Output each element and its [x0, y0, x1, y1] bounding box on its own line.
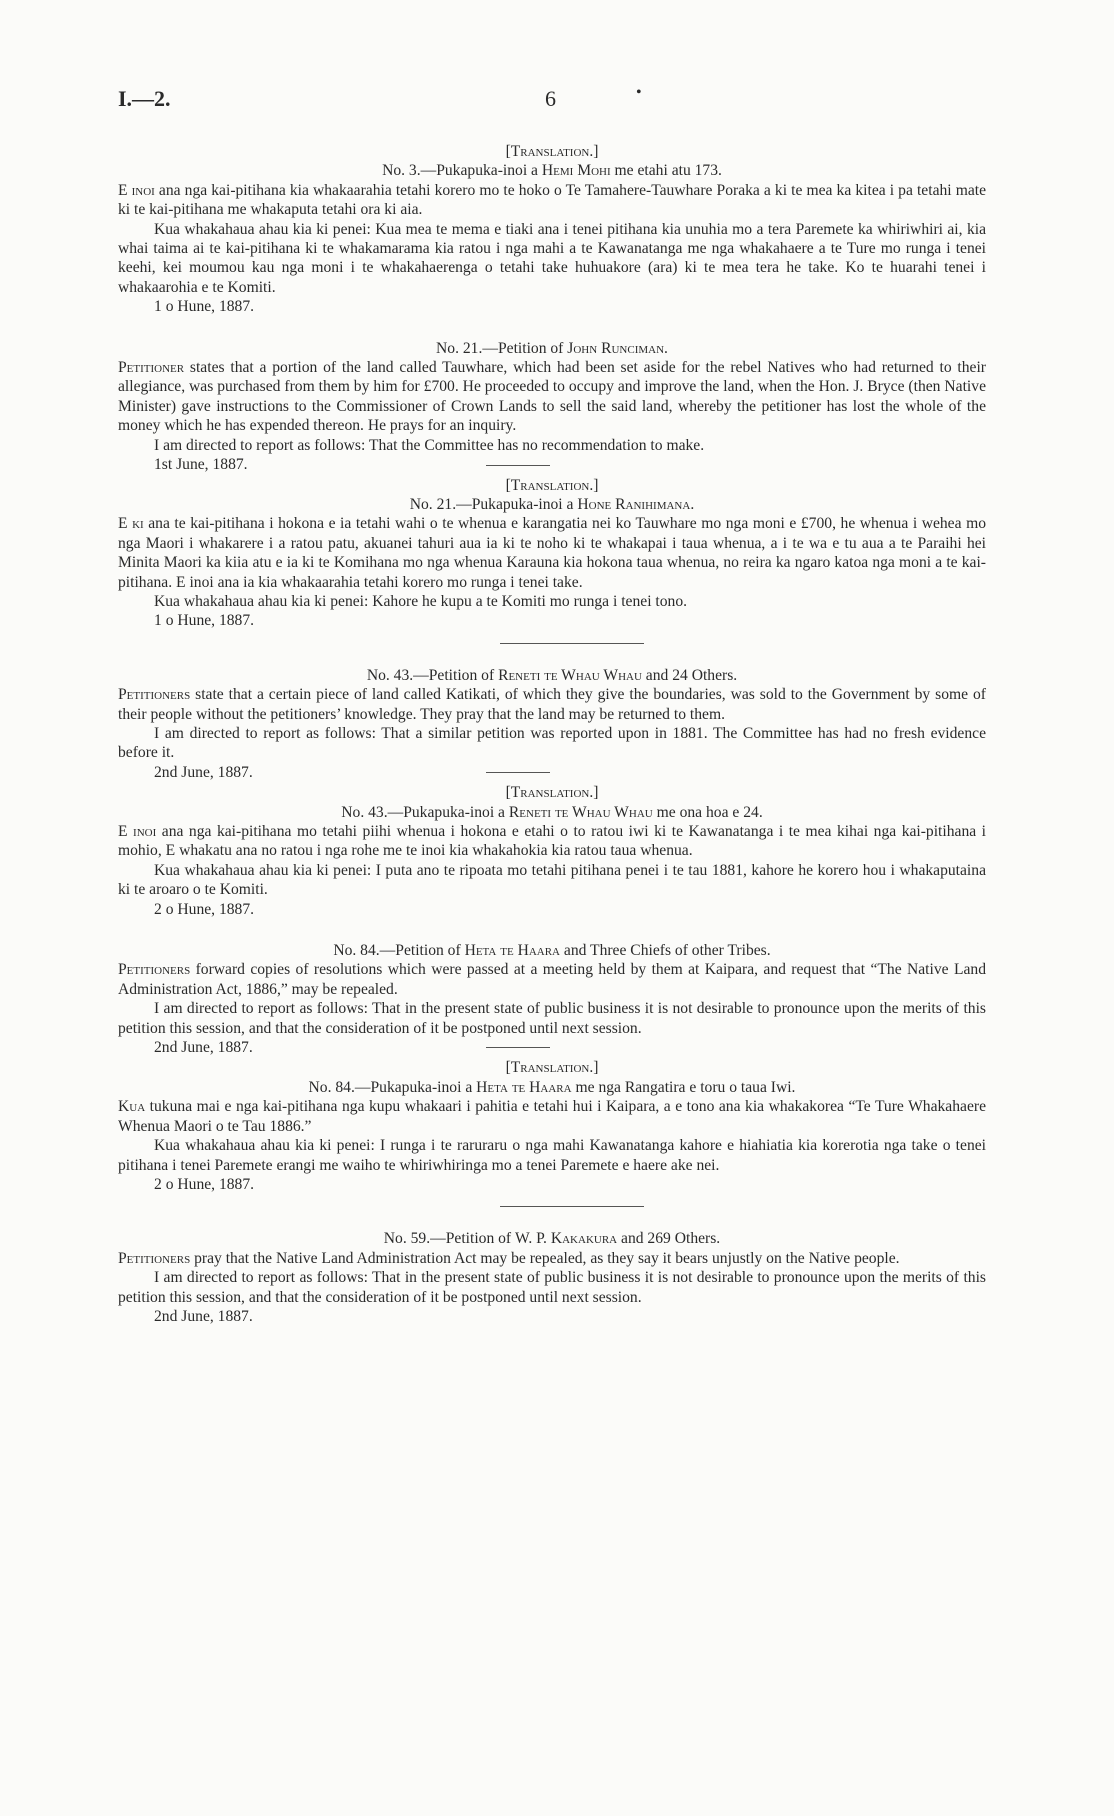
petition-summary: Petitioners forward copies of resolutions which were passed at a meeting held by them at Kaipara, and request that “The Native Land Administration Act, 1886,” may be repealed. [118, 961, 986, 998]
section-title: No. 21.—Pukapuka-inoi a Hone Ranihimana. [409, 495, 695, 513]
section-title: No. 43.—Pukapuka-inoi a Reneti te Whau Whau me ona hoa e 24. [341, 803, 763, 821]
report-date: 1 o Hune, 1887. [154, 612, 255, 630]
divider [486, 465, 550, 466]
section-petition-no84 [118, 941, 986, 1058]
translation-heading: [Translation.] [505, 143, 599, 160]
translation-heading: [Translation.] [505, 784, 599, 802]
petition-summary: Kua tukuna mai e nga kai-pitihana nga kupu whakaari i pahitia e tetahi hui i Kaipara, a e tono ana kia whakakorea “Te Ture Whakahaere Whenua Maori o te Tau 1886.” [118, 1098, 986, 1135]
page-header [0, 86, 1114, 126]
section-petition-no59 [118, 1229, 986, 1326]
report-date: 1st June, 1887. [154, 456, 248, 474]
divider [486, 772, 550, 773]
committee-report: Kua whakahaua ahau kia ki penei: Kua mea te mema e tiaki ana i tenei pitihana kia unuhia mo a tera Paremete ka whiriwhiri ai, kia whai taima ai te kai-pitihana ki te whakamarama kia ratou i nga mahi a te Kawanatanga me nga whakahaere a te Ture mo runga i tenei keehi, kei moumou kau nga moni i te whakahaerenga o tetahi take huhuakore (ara) ki te mea tera he take. Ko te huarahi tenei i whakaarohia e te Komiti. [118, 220, 986, 296]
divider [500, 643, 644, 644]
committee-report: Kua whakahaua ahau kia ki penei: I runga i te raruraru o nga mahi Kawanatanga kahore e hiahiatia kia korerotia nga take o tenei pitihana i tenei Paremete erangi me waiho te whiriwhiringa mo a tenei Paremete e haere ake nei. [118, 1137, 986, 1174]
document-body [118, 142, 986, 1326]
section-title: No. 84.—Pukapuka-inoi a Heta te Haara me nga Rangatira e toru o taua Iwi. [308, 1078, 796, 1096]
divider [486, 1047, 550, 1048]
translation-heading: [Translation.] [505, 476, 599, 494]
petitioner-name: Heta te Haara [464, 942, 561, 960]
petition-summary: E inoi ana nga kai-pitihana kia whakaarahia tetahi korero mo te hoko o Te Tamahere-Tauwhare Poraka a ki te mea ka kitea i pa tetahi mate ki te kai-pitihana me whakaputa tetahi ora ki aia. [118, 181, 987, 219]
committee-report: I am directed to report as follows: That in the present state of public business it is not desirable to pronounce upon the merits of this petition this session, and that the consideration of it be postponed until next session. [118, 1000, 986, 1037]
section-petition-no43 [118, 666, 986, 783]
petition-summary: Petitioners state that a certain piece of land called Katikati, of which they give the boundaries, was sold to the Government by some of their people without the petitioners’ knowledge. They pray that the land may be returned to them. [118, 686, 986, 723]
section-translation-no3 [118, 142, 986, 317]
committee-report: Kua whakahaua ahau kia ki penei: Kahore he kupu a te Komiti mo runga i tenei tono. [154, 592, 688, 610]
petitioner-name: Heta te Haara [476, 1078, 572, 1096]
report-date: 2nd June, 1887. [154, 1307, 253, 1325]
translation-heading: [Translation.] [505, 1059, 599, 1077]
page-number: 6 [545, 86, 556, 111]
petitioner-name: W. P. Kakakura [515, 1230, 618, 1248]
committee-report: I am directed to report as follows: That a similar petition was reported upon in 1881. The Committee has had no fresh evidence before it. [118, 724, 986, 762]
report-date: 2nd June, 1887. [154, 1039, 253, 1057]
section-translation-no43 [118, 783, 986, 919]
petition-summary: E inoi ana nga kai-pitihana mo tetahi piihi whenua i hokona e etahi o to ratou iwi ki te Kawanatanga i te mea kihai nga kai-pitihana i mohio, E whakatu ana no ratou i nga rohe me te inoi kia whakahokia kia ratou taua whenua. [118, 823, 987, 860]
petition-summary: Petitioner states that a portion of the land called Tauwhare, which had been set aside for the rebel Natives who had returned to their allegiance, was purchased from them by him for £700. He proceeded to occupy and improve the land, when the Hon. J. Bryce (then Native Minister) gave instructions to the Commissioner of Crown Lands to sell the said land, whereby the petitioner has lost the whole of the money which he has expended thereon. He prays for an inquiry. [118, 359, 986, 435]
page-reference: I.—2. [118, 86, 171, 111]
committee-report: Kua whakahaua ahau kia ki penei: I puta ano te ripoata mo tetahi pitihana penei i te tau 1881, kahore he korero hou i whakaputaina ki te aroaro o te Komiti. [118, 861, 986, 899]
petitioner-name: John Runciman [567, 339, 665, 357]
petition-summary: Petitioners pray that the Native Land Administration Act may be repealed, as they say it bears unjustly on the Native people. [118, 1249, 900, 1267]
section-title: No. 59.—Petition of W. P. Kakakura and 269 Others. [383, 1230, 721, 1248]
committee-report: I am directed to report as follows: That in the present state of public business it is not desirable to pronounce upon the merits of this petition this session, and that the consideration of it be postponed until next session. [118, 1269, 986, 1306]
print-mark: • [636, 84, 642, 101]
petitioner-name: Hemi Mohi [541, 162, 611, 180]
section-title: No. 84.—Petition of Heta te Haara and Three Chiefs of other Tribes. [333, 942, 771, 960]
petitioner-name: Reneti te Whau Whau [498, 666, 642, 684]
section-title: No. 21.—Petition of John Runciman. [436, 339, 668, 357]
petitioner-name: Reneti te Whau Whau [508, 803, 653, 821]
report-date: 2 o Hune, 1887. [154, 1175, 255, 1193]
section-translation-no84 [118, 1058, 986, 1207]
report-date: 1 o Hune, 1887. [154, 298, 255, 316]
petition-summary: E ki ana te kai-pitihana i hokona e ia tetahi wahi o te whenua e karangatia nei ko Tauwhare mo nga moni e £700, he whenua i wehea mo nga Maori i whakarere i a ratou patu, akuanei tahuri aua ia ki te noho ki te whakapai i taua whenua, a i te wa e tu aua a te Paraihi hei Minita Maori ka kiia atu e ia ki te Komihana mo nga whenua Karauna kia hokona taua whenua, no reira ka ngaro katoa nga moni a te kai-pitihana. E inoi ana ia kia whakaarahia tetahi korero mo runga i tenei take. [118, 515, 987, 591]
report-date: 2nd June, 1887. [154, 763, 253, 781]
section-title: No. 43.—Petition of Reneti te Whau Whau and 24 Others. [366, 666, 738, 684]
section-title: No. 3.—Pukapuka-inoi a Hemi Mohi me etahi atu 173. [382, 162, 722, 180]
committee-report: I am directed to report as follows: That the Committee has no recommendation to make. [154, 436, 705, 454]
report-date: 2 o Hune, 1887. [154, 900, 255, 918]
petitioner-name: Hone Ranihimana [577, 495, 691, 513]
divider [500, 1206, 644, 1207]
section-translation-no21 [118, 476, 986, 644]
section-petition-no21 [118, 339, 986, 476]
